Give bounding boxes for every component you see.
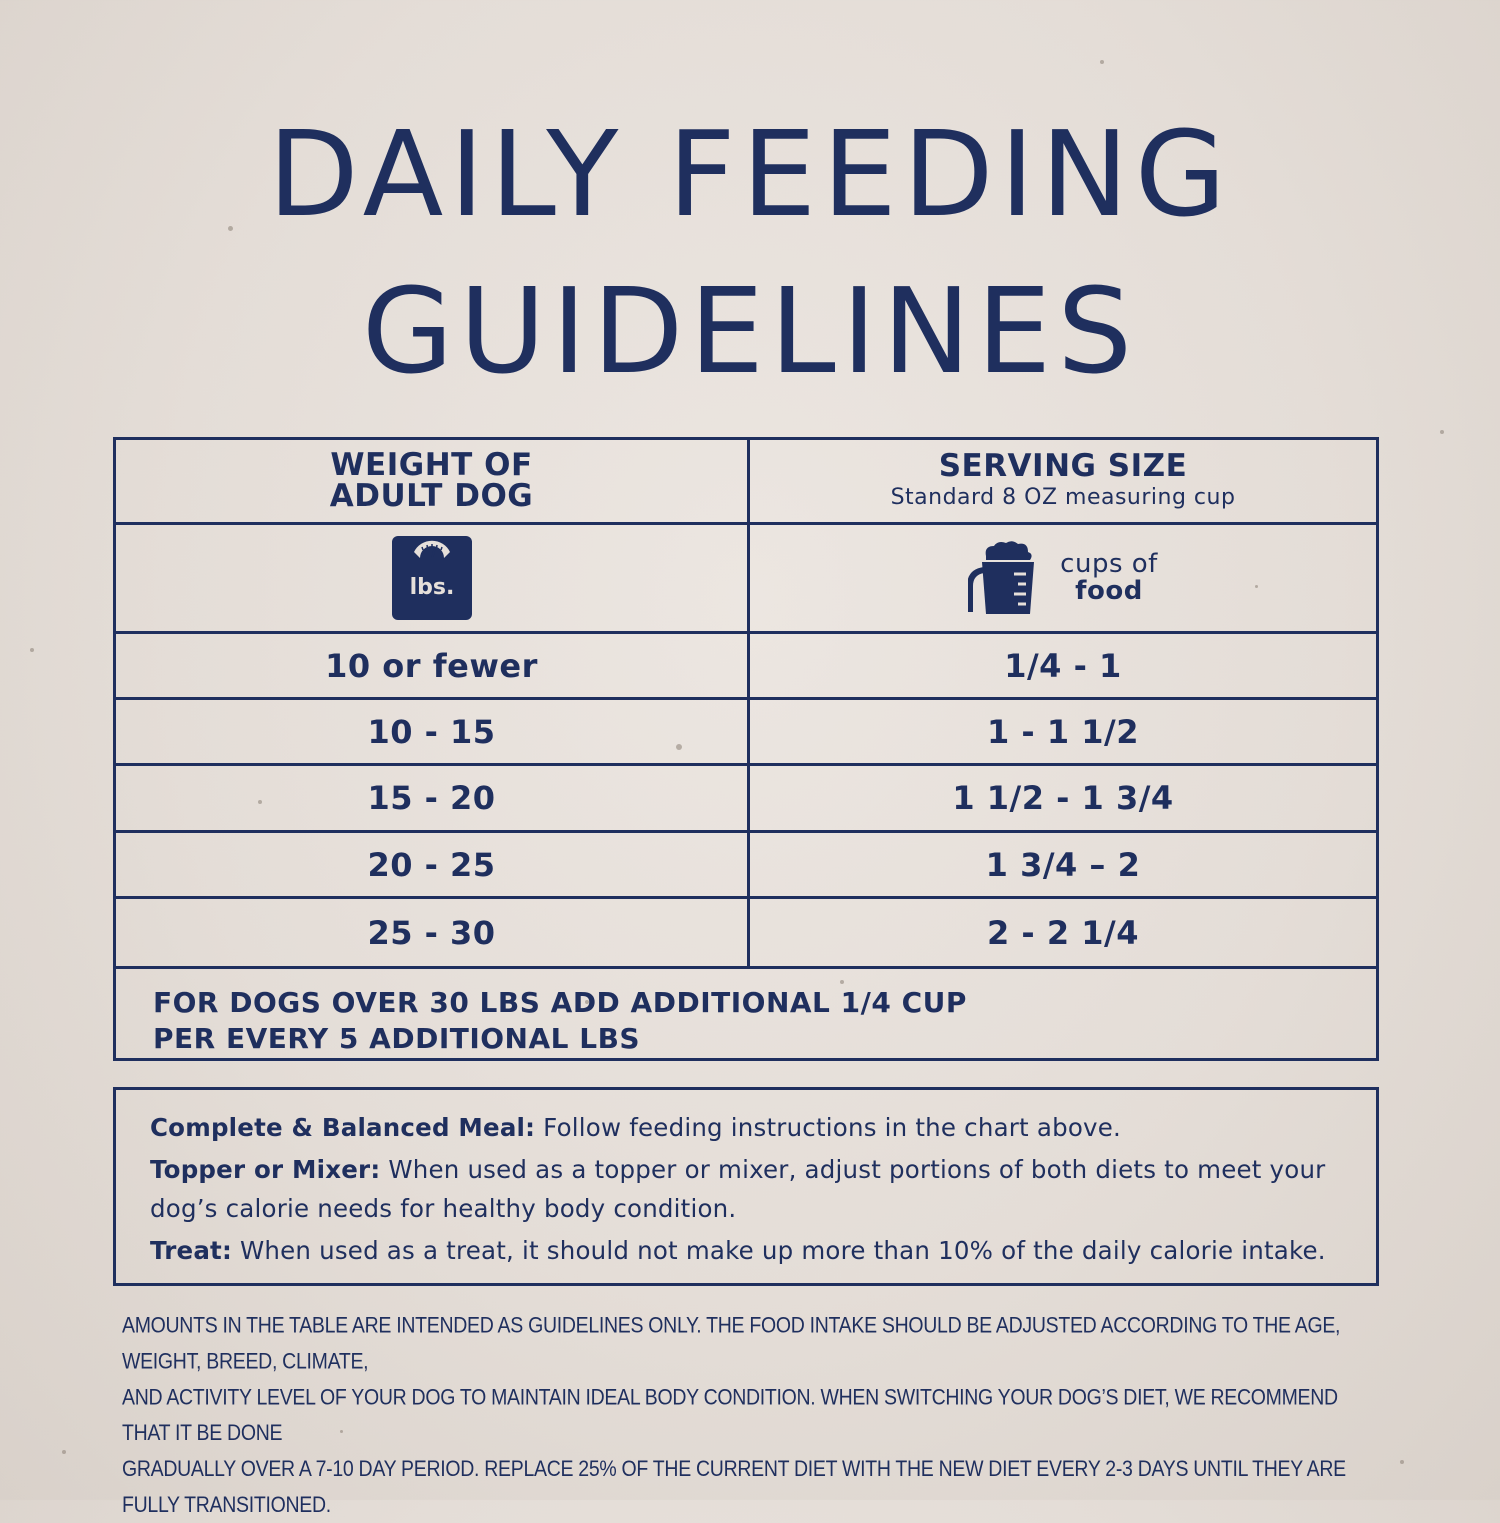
page-title-line1: DAILY FEEDING [267,105,1233,243]
disclaimer: AMOUNTS IN THE TABLE ARE INTENDED AS GUIDELINES ONLY. THE FOOD INTAKE SHOULD BE ADJUSTED ACCORDING TO THE AGE, WEIGHT, BREED, CLIMATE, AND ACTIVITY LEVEL OF YOUR DOG TO MAINTAIN IDEAL BODY CONDITION. WHEN SWITCHING YOUR DOG’S DIET, WE RECOMMEND THAT IT BE DONE GRADUALLY OVER A 7-10 DAY PERIOD. REPLACE 25% OF THE CURRENT DIET WITH THE NEW DIET EVERY 2-3 DAYS UNTIL THEY ARE FULLY TRANSITIONED. [122,1313,1346,1518]
table-row-weight: 10 or fewer [325,646,538,685]
table-row-serving: 2 - 2 1/4 [987,913,1139,952]
table-row-weight: 10 - 15 [367,712,496,751]
page-title-line2: GUIDELINES [361,262,1139,400]
weight-icon-cell [116,525,747,631]
feeding-usage-info [113,1087,1379,1286]
topper-note: Topper or Mixer: When used as a topper or mixer, adjust portions of both diets to meet your dog’s calorie needs for healthy body condition. [150,1155,1326,1223]
serving-header: SERVING SIZE Standard 8 OZ measuring cup [890,447,1236,510]
weight-header: WEIGHT OF ADULT DOG [329,447,534,514]
complete-meal-note: Complete & Balanced Meal: Follow feeding instructions in the chart above. [150,1113,1121,1142]
table-row-serving: 1/4 - 1 [1004,646,1122,685]
table-row-serving: 1 3/4 – 2 [985,845,1141,884]
scale-icon [392,536,472,620]
cups-of-food-label: cups of food [1060,549,1158,606]
treat-note: Treat: When used as a treat, it should not make up more than 10% of the daily calorie intake. [150,1236,1326,1265]
over-30-lbs-note: FOR DOGS OVER 30 LBS ADD ADDITIONAL 1/4 CUP PER EVERY 5 ADDITIONAL LBS [153,986,967,1055]
serving-icon-cell [750,525,1376,631]
table-row-serving: 1 1/2 - 1 3/4 [952,779,1174,817]
table-row-serving: 1 - 1 1/2 [987,712,1139,751]
serving-subheader: Standard 8 OZ measuring cup [890,484,1236,510]
measuring-cup-icon [968,540,1046,616]
table-row-weight: 20 - 25 [367,845,496,884]
feeding-table [113,437,1379,1061]
table-row-weight: 25 - 30 [367,913,496,952]
svg-text:lbs.: lbs. [409,575,454,600]
table-row-weight: 15 - 20 [367,779,496,817]
